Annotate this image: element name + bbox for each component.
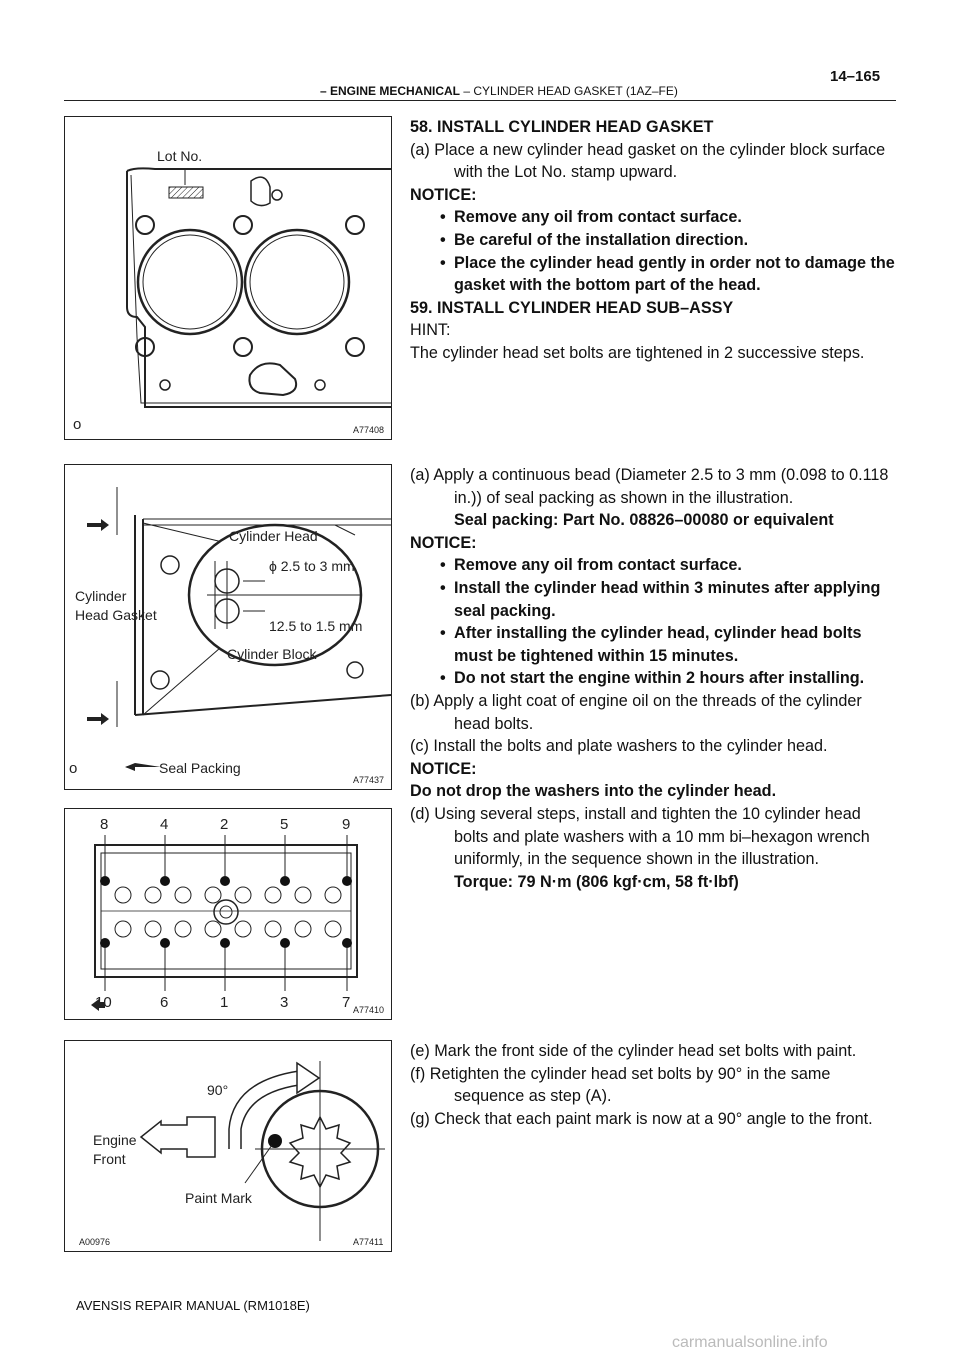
step-59-text [410,464,896,893]
valve-port [145,887,161,903]
figure-gasket-lot-no [64,116,392,440]
bottom-bolt [160,938,170,948]
figure-id: A77410 [353,1005,385,1015]
notice-item: • Remove any oil from contact surface. [440,556,742,575]
orientation-mark: o [69,760,78,777]
valve-port [205,921,221,937]
rotation-angle-label: 90° [207,1082,229,1098]
notice-heading: NOTICE: [410,185,477,204]
notice-item: • Remove any oil from contact surface. [440,208,742,227]
top-bolt [342,876,352,886]
bottom-sequence-number: 7 [342,994,351,1011]
header-rule [64,100,896,101]
bottom-sequence-number: 6 [160,994,169,1011]
figure-id: A77437 [353,775,385,785]
seal-packing-spec: Seal packing: Part No. 08826–00080 or equivalent [454,511,834,530]
step-59-g: (g) Check that each paint mark is now at a 90° angle to the front. [410,1109,873,1128]
valve-port [205,887,221,903]
valve-port [115,921,131,937]
valve-port [235,921,251,937]
bottom-bolt-row [100,938,352,991]
top-sequence-number: 2 [220,816,229,833]
seal-packing-label: Seal Packing [159,760,241,776]
bottom-sequence-number: 1 [220,994,229,1011]
notice-heading: NOTICE: [410,759,477,778]
cylinder-block-label: Cylinder Block [227,646,317,662]
notice-item: • Install the cylinder head within 3 minutes after applying seal packing. [440,578,881,620]
step-59-retighten-text [410,1040,896,1130]
step-59-c: (c) Install the bolts and plate washers to the cylinder head. [410,737,828,756]
top-bolt [160,876,170,886]
valve-port [325,887,341,903]
bottom-sequence-number: 10 [95,994,112,1011]
notice-item: • Do not start the engine within 2 hours after installing. [440,669,865,688]
engine-front-label: Engine Front [93,1132,137,1167]
valve-port [175,921,191,937]
step-58-text [410,116,896,365]
step-58-a: (a) Place a new cylinder head gasket on the cylinder block surface with the Lot No. stamp upward. [410,140,886,182]
paint-mark-label: Paint Mark [185,1190,252,1206]
valve-port [175,887,191,903]
notice-item: • After installing the cylinder head, cylinder head bolts must be tightened within 15 minutes. [440,624,862,665]
gasket-illustration [65,117,391,439]
valve-port [235,887,251,903]
lot-no-label: Lot No. [157,148,203,164]
valve-port [265,921,281,937]
valve-port [295,887,311,903]
footer-manual: AVENSIS REPAIR MANUAL (RM1018E) [76,1298,310,1313]
notice-item: • Be careful of the installation direction. [440,230,749,249]
hint-text: The cylinder head set bolts are tightened in 2 successive steps. [410,343,865,362]
figure-id: A77408 [353,425,385,435]
header-section: – ENGINE MECHANICAL [320,84,461,98]
valve-port [115,887,131,903]
bottom-bolt [100,938,110,948]
step-59-title: 59. INSTALL CYLINDER HEAD SUB–ASSY [410,298,734,317]
top-bolt [100,876,110,886]
top-sequence-number: 8 [100,816,109,833]
valve-port [325,921,341,937]
figure-id: A77411 [353,1237,384,1247]
top-sequence-number: 4 [160,816,169,833]
bead-width-label: 12.5 to 1.5 mm [269,618,363,634]
bottom-bolt [342,938,352,948]
header-subsection: CYLINDER HEAD GASKET (1AZ–FE) [473,84,678,98]
step-59-b: (b) Apply a light coat of engine oil on the threads of the cylinder head bolts. [410,691,862,733]
bottom-sequence-number: 3 [280,994,289,1011]
step-58-title: 58. INSTALL CYLINDER HEAD GASKET [410,118,714,136]
step-59-f: (f) Retighten the cylinder head set bolts by 90° in the same sequence as step (A). [410,1064,831,1106]
header-separator: – [460,84,474,98]
notice-text: Do not drop the washers into the cylinder head. [410,782,777,801]
valve-port [265,887,281,903]
figure-seal-packing [64,464,392,790]
notice-item: • Place the cylinder head gently in order not to damage the gasket with the bottom part of the head. [440,253,895,295]
hint-heading: HINT: [410,321,451,340]
top-sequence-number: 5 [280,816,289,833]
bead-diameter-label: ϕ 2.5 to 3 mm [269,558,355,574]
figure-bolt-sequence [64,808,392,1020]
top-bolt [280,876,290,886]
cylinder-head-label: Cylinder Head [229,528,318,544]
cylinder-head-gasket-label: Cylinder Head Gasket [75,588,157,623]
bolt-sequence-illustration [65,809,391,1019]
running-header [320,84,678,98]
torque-spec: Torque: 79 N·m (806 kgf·cm, 58 ft·lbf) [454,872,739,891]
top-bolt [220,876,230,886]
watermark: carmanualsonline.info [672,1334,828,1351]
step-59-e: (e) Mark the front side of the cylinder head set bolts with paint. [410,1042,857,1060]
step-59-d: (d) Using several steps, install and tighten the 10 cylinder head bolts and plate washers with a 10 mm bi–hexagon wrench uniformly, in the sequence shown in the illustration. [410,804,870,869]
bottom-bolt [280,938,290,948]
top-bolt-row [100,835,352,886]
figure-id-left: A00976 [79,1237,111,1247]
page-number: 14–165 [830,68,881,85]
notice-heading: NOTICE: [410,533,477,552]
step-59-a: (a) Apply a continuous bead (Diameter 2.5 to 3 mm (0.098 to 0.118 in.)) of seal packing as shown in the illustration. [410,466,889,507]
orientation-mark: o [73,416,82,433]
valve-port [295,921,311,937]
valve-port [145,921,161,937]
valve-ports [115,887,341,937]
figure-paint-mark [64,1040,392,1252]
bottom-bolt [220,938,230,948]
top-sequence-number: 9 [342,816,351,833]
